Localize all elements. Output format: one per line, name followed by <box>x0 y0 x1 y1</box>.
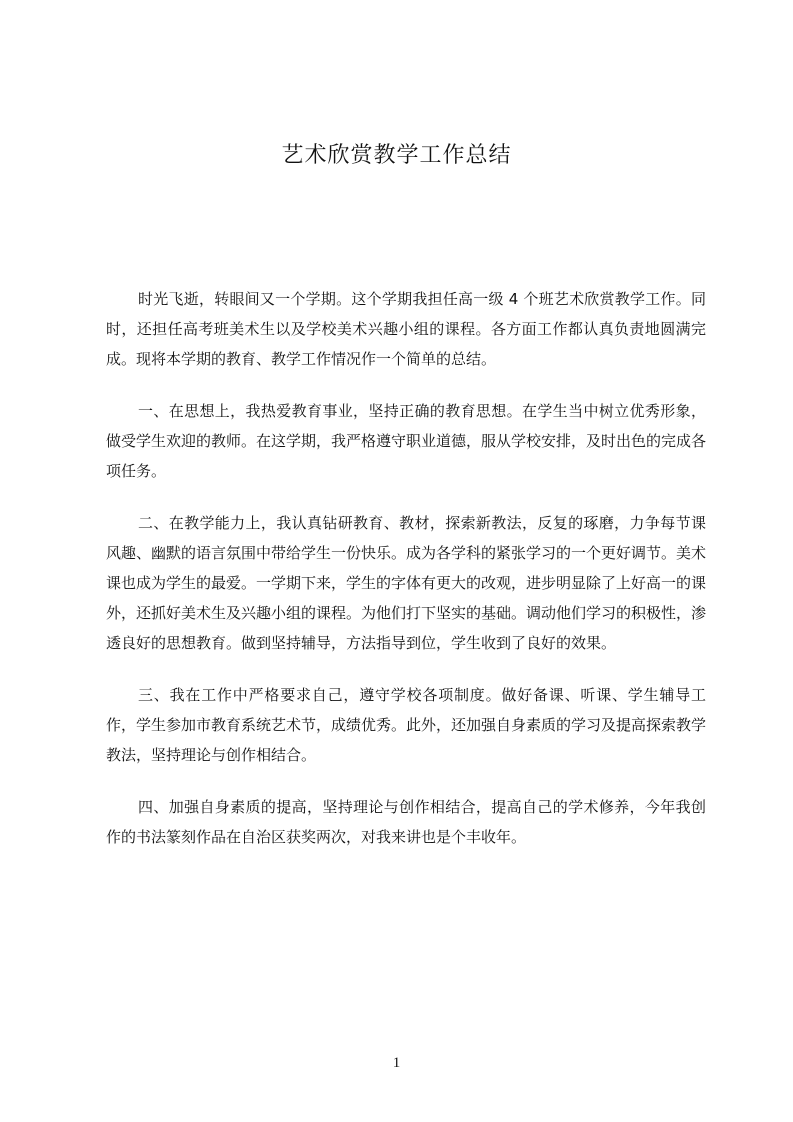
page-number: 1 <box>392 1055 401 1071</box>
paragraph-intro: 时光飞逝，转眼间又一个学期。这个学期我担任高一级 4 个班艺术欣赏教学工作。同时，还担任高考班美术生以及学校美术兴趣小组的课程。各方面工作都认真负责地圆满完成。现将本学期的教育、教学工作情况作一个简单的总结。 <box>106 290 706 368</box>
paragraph-teaching-ability: 二、在教学能力上，我认真钻研教育、教材，探索新教法，反复的琢磨，力争每节课风趣、幽默的语言氛围中带给学生一份快乐。成为各学科的紧张学习的一个更好调节。美术课也成为学生的最爱。一学期下来，学生的字体有更大的改观，进步明显除了上好高一的课外，还抓好美术生及兴趣小组的课程。为他们打下坚实的基础。调动他们学习的积极性，渗透良好的思想教育。做到坚持辅导，方法指导到位，学生收到了良好的效果。 <box>106 514 707 652</box>
document-body <box>106 284 706 874</box>
paragraph-work-discipline: 三、我在工作中严格要求自己，遵守学校各项制度。做好备课、听课、学生辅导工作，学生参加市教育系统艺术节，成绩优秀。此外，还加强自身素质的学习及提高探索教学教法，坚持理论与创作相结合。 <box>106 686 707 764</box>
paragraph-ideology: 一、在思想上，我热爱教育事业，坚持正确的教育思想。在学生当中树立优秀形象，做受学生欢迎的教师。在这学期，我严格遵守职业道德，服从学校安排，及时出色的完成各项任务。 <box>106 402 707 480</box>
paragraph-self-improvement: 四、加强自身素质的提高，坚持理论与创作相结合，提高自己的学术修养，今年我创作的书法篆刻作品在自治区获奖两次，对我来讲也是个丰收年。 <box>106 798 706 846</box>
document-title: 艺术欣赏教学工作总结 <box>281 143 512 168</box>
